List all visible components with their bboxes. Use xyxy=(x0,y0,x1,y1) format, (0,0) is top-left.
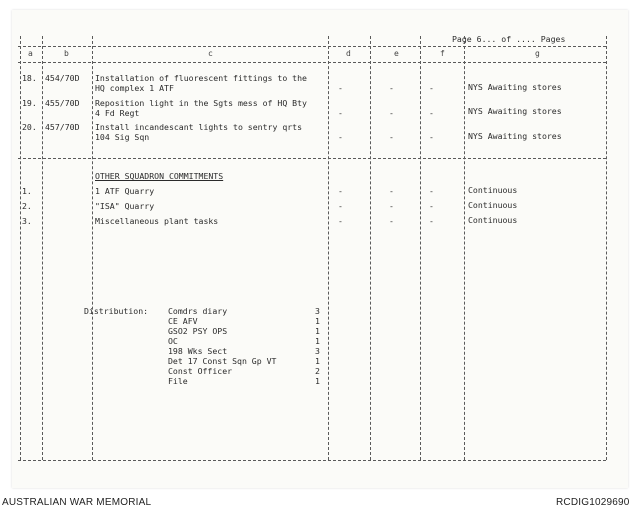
col-header-e: e xyxy=(394,49,399,58)
row-description: Reposition light in the Sgts mess of HQ Bty xyxy=(95,98,307,108)
distribution-qty: 3 xyxy=(315,306,320,316)
distribution-qty: 1 xyxy=(315,316,320,326)
distribution-name: Const Officer xyxy=(168,366,233,376)
item-number: 2. xyxy=(22,201,32,211)
item-status: Continuous xyxy=(468,185,518,195)
distribution-label: Distribution: xyxy=(84,306,149,316)
column-rule xyxy=(370,36,371,460)
distribution-name: Comdrs diary xyxy=(168,306,228,316)
column-rule xyxy=(20,36,21,460)
row-status: NYS Awaiting stores xyxy=(468,131,562,141)
distribution-name: CE AFV xyxy=(168,316,198,326)
col-header-f: f xyxy=(440,49,445,58)
row-description: Install incandescant lights to sentry qrts xyxy=(95,122,303,132)
row-col-f: - xyxy=(429,83,434,93)
distribution-name: Det 17 Const Sqn Gp VT xyxy=(168,356,277,366)
row-status: NYS Awaiting stores xyxy=(468,106,562,116)
item-col-f: - xyxy=(429,216,434,226)
item-number: 3. xyxy=(22,216,32,226)
col-header-g: g xyxy=(535,49,540,58)
col-header-b: b xyxy=(64,49,69,58)
row-col-e: - xyxy=(389,83,394,93)
row-reference: 457/70D xyxy=(45,122,80,132)
row-col-d: - xyxy=(338,108,343,118)
column-rule xyxy=(328,36,329,460)
row-col-f: - xyxy=(429,132,434,142)
row-reference: 455/70D xyxy=(45,98,80,108)
column-rule xyxy=(606,36,607,460)
item-col-e: - xyxy=(389,216,394,226)
item-col-f: - xyxy=(429,201,434,211)
col-header-d: d xyxy=(346,49,351,58)
header-top-rule xyxy=(18,46,606,47)
row-reference: 454/70D xyxy=(45,73,80,83)
row-number: 20. xyxy=(22,122,37,132)
distribution-qty: 1 xyxy=(315,336,320,346)
distribution-name: GSO2 PSY OPS xyxy=(168,326,228,336)
row-number: 19. xyxy=(22,98,37,108)
item-number: 1. xyxy=(22,186,32,196)
row-col-e: - xyxy=(389,132,394,142)
item-col-d: - xyxy=(338,201,343,211)
row-description-cont: 104 Sig Sqn xyxy=(95,132,150,142)
archive-credit: AUSTRALIAN WAR MEMORIAL xyxy=(2,497,152,508)
col-header-a: a xyxy=(28,49,33,58)
row-col-d: - xyxy=(338,83,343,93)
col-header-c: c xyxy=(208,49,213,58)
column-rule xyxy=(42,36,43,460)
row-description-cont: HQ complex 1 ATF xyxy=(95,83,174,93)
distribution-qty: 1 xyxy=(315,326,320,336)
distribution-name: 198 Wks Sect xyxy=(168,346,228,356)
item-description: 1 ATF Quarry xyxy=(95,186,155,196)
column-rule xyxy=(464,36,465,460)
distribution-name: OC xyxy=(168,336,178,346)
row-description-cont: 4 Fd Regt xyxy=(95,108,140,118)
distribution-qty: 2 xyxy=(315,366,320,376)
distribution-qty: 1 xyxy=(315,376,320,386)
distribution-qty: 3 xyxy=(315,346,320,356)
item-col-e: - xyxy=(389,201,394,211)
item-status: Continuous xyxy=(468,200,518,210)
item-col-f: - xyxy=(429,186,434,196)
row-col-f: - xyxy=(429,108,434,118)
item-description: Miscellaneous plant tasks xyxy=(95,216,219,226)
row-col-e: - xyxy=(389,108,394,118)
page-number-label: Page 6... of .... Pages xyxy=(452,34,566,44)
item-col-d: - xyxy=(338,216,343,226)
item-col-e: - xyxy=(389,186,394,196)
section-divider xyxy=(18,158,606,159)
row-col-d: - xyxy=(338,132,343,142)
item-status: Continuous xyxy=(468,215,518,225)
row-number: 18. xyxy=(22,73,37,83)
table-bottom-rule xyxy=(18,460,606,461)
column-rule xyxy=(420,36,421,460)
section-title: OTHER SQUADRON COMMITMENTS xyxy=(95,171,224,181)
column-rule xyxy=(92,36,93,460)
distribution-qty: 1 xyxy=(315,356,320,366)
row-description: Installation of fluorescent fittings to the xyxy=(95,73,307,83)
row-status: NYS Awaiting stores xyxy=(468,82,562,92)
distribution-name: File xyxy=(168,376,188,386)
header-bottom-rule xyxy=(18,62,606,63)
record-id: RCDIG1029690 xyxy=(556,497,630,508)
item-description: "ISA" Quarry xyxy=(95,201,155,211)
item-col-d: - xyxy=(338,186,343,196)
